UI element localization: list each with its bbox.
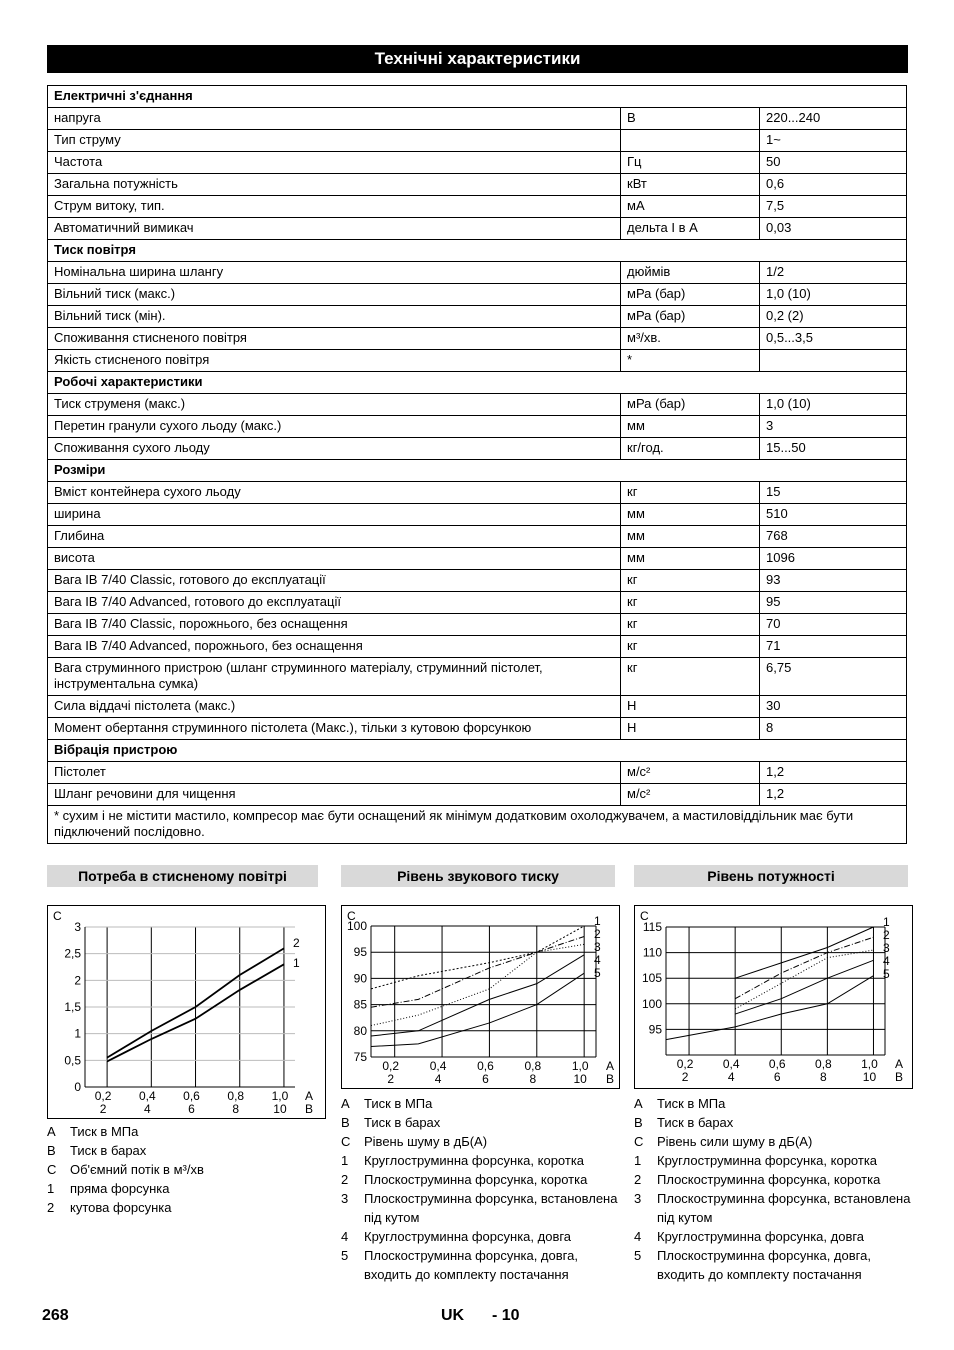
legend-key: 2: [634, 1172, 642, 1187]
y-tick-label: 1: [74, 1026, 81, 1041]
table-cell: 1,2: [760, 784, 907, 806]
x-tick-label-bar: 8: [820, 1070, 827, 1084]
series-line-2: [371, 936, 584, 1007]
table-cell: Тиск струменя (макс.): [48, 394, 621, 416]
table-row: [48, 658, 907, 696]
legend-item: [47, 1122, 327, 1141]
table-row: [48, 636, 907, 658]
table-cell: Автоматичний вимикач: [48, 218, 621, 240]
x-axis-letter-bar: B: [304, 1102, 314, 1116]
x-tick-label-mpa: 0,8: [815, 1057, 832, 1071]
table-row: [48, 306, 907, 328]
legend-key: 2: [341, 1172, 349, 1187]
table-row: [48, 350, 907, 372]
series-line-1: [371, 926, 584, 989]
table-cell: Вага IB 7/40 Classic, готового до експлуатації: [48, 570, 621, 592]
legend-key: C: [47, 1162, 57, 1177]
panel-header-air-consumption: Потреба в стисненому повітрі: [47, 865, 318, 887]
legend-text: Тиск в барах: [657, 1115, 734, 1130]
legend-text: Тиск в барах: [364, 1115, 441, 1130]
legend-key: C: [341, 1134, 351, 1149]
legend-item: [634, 1113, 914, 1132]
series-label: 4: [594, 953, 601, 967]
table-cell: Глибина: [48, 526, 621, 548]
table-row: [48, 614, 907, 636]
table-cell: В: [621, 108, 760, 130]
table-row: [48, 784, 907, 806]
legend-item: [341, 1094, 621, 1113]
legend-text: Круглоструминна форсунка, коротка: [364, 1153, 585, 1168]
legend-item: [47, 1160, 327, 1179]
x-tick-label-bar: 8: [529, 1072, 537, 1086]
legend-item: [47, 1141, 327, 1160]
table-cell: Електричні з'єднання: [48, 86, 907, 108]
table-cell: [760, 350, 907, 372]
legend-sound-power: [634, 1094, 914, 1284]
spec-table: [47, 85, 907, 844]
table-cell: Вміст контейнера сухого льоду: [48, 482, 621, 504]
table-cell: 768: [760, 526, 907, 548]
table-cell: [621, 130, 760, 152]
legend-item: [341, 1170, 621, 1189]
series-label: 4: [883, 954, 890, 968]
x-tick-label-mpa: 0,4: [722, 1057, 740, 1071]
legend-key: 5: [341, 1248, 349, 1263]
language-code: UK: [441, 1307, 465, 1324]
y-tick-label: 75: [353, 1050, 367, 1064]
legend-text: Рівень шуму в дБ(A): [364, 1134, 488, 1149]
x-tick-label-mpa: 0,8: [524, 1059, 542, 1073]
table-row: [48, 526, 907, 548]
page-number: 268: [42, 1307, 69, 1324]
table-row: [48, 196, 907, 218]
table-row: [48, 174, 907, 196]
x-tick-label-mpa: 0,4: [138, 1089, 156, 1103]
chart-sound-power: [634, 905, 914, 1090]
table-row: [48, 108, 907, 130]
table-row: [48, 762, 907, 784]
series-line-3: [735, 950, 873, 1009]
y-tick-label: 90: [353, 971, 367, 986]
table-cell: дельта I в A: [621, 218, 760, 240]
table-row: [48, 130, 907, 152]
x-tick-label-bar: 10: [862, 1070, 877, 1084]
y-tick-label: 110: [642, 945, 662, 960]
table-cell: Вільний тиск (мін).: [48, 306, 621, 328]
table-cell: Струм витоку, тип.: [48, 196, 621, 218]
table-cell: 71: [760, 636, 907, 658]
table-cell: мм: [621, 548, 760, 570]
table-row: [48, 592, 907, 614]
table-cell: мА: [621, 196, 760, 218]
table-row: [48, 284, 907, 306]
legend-text: Плоскоструминна форсунка, коротка: [657, 1172, 881, 1187]
table-cell: 95: [760, 592, 907, 614]
legend-key: A: [341, 1096, 350, 1111]
table-cell: кг: [621, 570, 760, 592]
table-cell: Тип струму: [48, 130, 621, 152]
y-tick-label: 0: [74, 1080, 81, 1094]
legend-key: 4: [341, 1229, 349, 1244]
x-tick-label-mpa: 0,2: [382, 1059, 400, 1073]
table-cell: мм: [621, 504, 760, 526]
table-cell: кг: [621, 482, 760, 504]
x-tick-label-bar: 8: [232, 1102, 240, 1116]
series-line-4: [371, 955, 584, 1036]
x-tick-label-mpa: 0,6: [477, 1059, 494, 1073]
table-cell: 0,6: [760, 174, 907, 196]
legend-item: [341, 1246, 621, 1284]
table-cell: Вібрація пристрою: [48, 740, 907, 762]
legend-item: [341, 1132, 621, 1151]
x-tick-label-bar: 6: [188, 1102, 195, 1116]
table-cell: Робочі характеристики: [48, 372, 907, 394]
chart-air-consumption: [47, 905, 327, 1120]
table-cell: 1,2: [760, 762, 907, 784]
x-tick-label-mpa: 0,4: [429, 1059, 447, 1073]
table-cell: Гц: [621, 152, 760, 174]
y-tick-label: 80: [353, 1023, 367, 1038]
table-row: [48, 548, 907, 570]
table-row: [48, 504, 907, 526]
x-tick-label-bar: 6: [482, 1072, 489, 1086]
legend-item: [47, 1198, 327, 1217]
table-cell: Вага IB 7/40 Classic, порожнього, без оснащення: [48, 614, 621, 636]
chart-sound-pressure: [341, 905, 621, 1090]
table-row: [48, 570, 907, 592]
table-cell: 6,75: [760, 658, 907, 696]
table-cell: Вага струминного пристрою (шланг струминного матеріалу, струминний пістолет, інструментальна сумка): [48, 658, 621, 696]
legend-text: Тиск в барах: [70, 1143, 147, 1158]
legend-text: Тиск в МПа: [364, 1096, 433, 1111]
table-cell: Н: [621, 696, 760, 718]
x-tick-label-bar: 4: [434, 1072, 442, 1086]
table-cell: кг/год.: [621, 438, 760, 460]
table-cell: Н: [621, 718, 760, 740]
sub-page-number: - 10: [492, 1307, 520, 1324]
legend-text: Круглоструминна форсунка, коротка: [657, 1153, 878, 1168]
table-cell: 1,0 (10): [760, 284, 907, 306]
table-cell: Перетин гранули сухого льоду (макс.): [48, 416, 621, 438]
legend-key: A: [634, 1096, 643, 1111]
table-cell: Вага IB 7/40 Advanced, готового до експлуатації: [48, 592, 621, 614]
x-tick-label-mpa: 1,0: [271, 1089, 289, 1103]
x-tick-label-mpa: 0,6: [183, 1089, 200, 1103]
y-axis-letter: C: [640, 909, 649, 923]
table-cell: 3: [760, 416, 907, 438]
legend-item: [47, 1179, 327, 1198]
table-cell: Вільний тиск (макс.): [48, 284, 621, 306]
legend-sound-pressure: [341, 1094, 621, 1284]
y-tick-label: 0,5: [64, 1053, 81, 1068]
legend-item: [634, 1170, 914, 1189]
legend-item: [634, 1094, 914, 1113]
table-cell: Номінальна ширина шлангу: [48, 262, 621, 284]
table-cell: м³/хв.: [621, 328, 760, 350]
table-cell: * сухим і не містити мастило, компресор має бути оснащений як мінімум додатковим охолоджувачем, а мастиловіддільник має бути підключений послідовно.: [48, 806, 907, 844]
table-cell: Загальна потужність: [48, 174, 621, 196]
series-label: 3: [594, 940, 601, 954]
x-tick-label-bar: 4: [143, 1102, 151, 1116]
table-cell: Пістолет: [48, 762, 621, 784]
table-cell: 0,5...3,5: [760, 328, 907, 350]
x-tick-label-bar: 10: [273, 1102, 287, 1116]
legend-key: A: [47, 1124, 56, 1139]
table-cell: мм: [621, 526, 760, 548]
table-cell: 1~: [760, 130, 907, 152]
y-tick-label: 95: [648, 1022, 662, 1037]
x-tick-label-bar: 10: [573, 1072, 587, 1086]
series-label: 2: [293, 936, 300, 950]
table-cell: Розміри: [48, 460, 907, 482]
y-tick-label: 1,5: [64, 1000, 81, 1014]
legend-key: 1: [634, 1153, 642, 1168]
table-cell: Частота: [48, 152, 621, 174]
table-cell: кг: [621, 614, 760, 636]
table-cell: кг: [621, 658, 760, 696]
table-row: [48, 262, 907, 284]
x-tick-label-bar: 2: [681, 1070, 689, 1084]
section-row: [48, 372, 907, 394]
table-cell: Тиск повітря: [48, 240, 907, 262]
legend-key: C: [634, 1134, 644, 1149]
y-tick-label: 2,5: [64, 946, 81, 961]
table-cell: *: [621, 350, 760, 372]
table-cell: Шланг речовини для чищення: [48, 784, 621, 806]
table-cell: кг: [621, 592, 760, 614]
table-cell: м/с²: [621, 784, 760, 806]
legend-item: [634, 1227, 914, 1246]
x-tick-label-mpa: 0,2: [676, 1057, 694, 1071]
legend-text: Плоскоструминна форсунка, довга, входить до комплекту постачання: [657, 1248, 871, 1282]
legend-item: [634, 1189, 914, 1227]
legend-key: 1: [341, 1153, 349, 1168]
legend-text: Плоскоструминна форсунка, коротка: [364, 1172, 588, 1187]
table-cell: 0,03: [760, 218, 907, 240]
legend-key: 2: [47, 1200, 55, 1215]
x-tick-label-mpa: 0,8: [227, 1089, 245, 1103]
series-line-5: [371, 973, 584, 1046]
table-cell: 0,2 (2): [760, 306, 907, 328]
legend-text: Круглоструминна форсунка, довга: [364, 1229, 572, 1244]
table-cell: мм: [621, 416, 760, 438]
series-label: 2: [594, 927, 601, 941]
table-cell: дюймів: [621, 262, 760, 284]
x-axis-letter-mpa: A: [894, 1057, 904, 1071]
legend-text: Рівень сили шуму в дБ(A): [657, 1134, 813, 1149]
table-cell: 50: [760, 152, 907, 174]
table-cell: 15...50: [760, 438, 907, 460]
y-tick-label: 105: [641, 971, 662, 986]
y-tick-label: 85: [353, 997, 367, 1012]
series-label: 1: [883, 915, 890, 929]
x-tick-label-bar: 6: [773, 1070, 781, 1084]
table-row: [48, 416, 907, 438]
legend-text: Плоскоструминна форсунка, довга, входить до комплекту постачання: [364, 1248, 578, 1282]
x-tick-label-bar: 4: [727, 1070, 735, 1084]
table-cell: кВт: [621, 174, 760, 196]
section-row: [48, 460, 907, 482]
x-tick-label-bar: 2: [387, 1072, 395, 1086]
table-row: [48, 718, 907, 740]
table-cell: 1096: [760, 548, 907, 570]
series-label: 1: [293, 956, 300, 970]
legend-key: B: [341, 1115, 350, 1130]
series-line-3: [371, 944, 584, 1025]
y-tick-label: 2: [74, 973, 81, 988]
table-cell: 7,5: [760, 196, 907, 218]
series-label: 3: [883, 941, 890, 955]
legend-key: B: [47, 1143, 56, 1158]
x-tick-label-mpa: 1,0: [861, 1057, 878, 1071]
x-axis-letter-mpa: A: [605, 1059, 615, 1073]
table-row: [48, 394, 907, 416]
table-cell: мРа (бар): [621, 394, 760, 416]
table-row: [48, 152, 907, 174]
y-axis-letter: C: [53, 909, 62, 923]
y-axis-letter: C: [347, 909, 356, 923]
x-axis-letter-mpa: A: [304, 1089, 314, 1103]
legend-text: Об'ємний потік в м³/хв: [70, 1162, 204, 1177]
table-cell: 1,0 (10): [760, 394, 907, 416]
legend-item: [341, 1151, 621, 1170]
y-tick-label: 95: [353, 945, 367, 960]
y-tick-label: 115: [642, 920, 662, 934]
legend-key: 1: [47, 1181, 55, 1196]
x-tick-label-bar: 2: [99, 1102, 107, 1116]
table-cell: 15: [760, 482, 907, 504]
legend-item: [341, 1113, 621, 1132]
table-cell: Споживання стисненого повітря: [48, 328, 621, 350]
series-label: 5: [594, 966, 601, 980]
legend-item: [634, 1246, 914, 1284]
legend-text: Плоскоструминна форсунка, встановлена під кутом: [657, 1191, 911, 1225]
table-cell: Якість стисненого повітря: [48, 350, 621, 372]
legend-text: Тиск в МПа: [657, 1096, 726, 1111]
table-cell: Момент обертання струминного пістолета (Макс.), тільки з кутовою форсункою: [48, 718, 621, 740]
legend-item: [634, 1151, 914, 1170]
section-row: [48, 240, 907, 262]
table-cell: 510: [760, 504, 907, 526]
legend-key: B: [634, 1115, 643, 1130]
legend-text: Тиск в МПа: [70, 1124, 139, 1139]
series-label: 5: [883, 967, 890, 981]
legend-text: пряма форсунка: [70, 1181, 170, 1196]
table-cell: Споживання сухого льоду: [48, 438, 621, 460]
table-cell: мРа (бар): [621, 306, 760, 328]
page-title: Технічні характеристики: [47, 45, 908, 73]
table-row: [48, 438, 907, 460]
legend-key: 5: [634, 1248, 642, 1263]
legend-text: Круглоструминна форсунка, довга: [657, 1229, 865, 1244]
legend-text: Плоскоструминна форсунка, встановлена під кутом: [364, 1191, 618, 1225]
legend-key: 4: [634, 1229, 642, 1244]
table-cell: ширина: [48, 504, 621, 526]
x-tick-label-mpa: 0,2: [94, 1089, 112, 1103]
legend-text: кутова форсунка: [70, 1200, 172, 1215]
table-cell: 93: [760, 570, 907, 592]
x-axis-letter-bar: B: [894, 1070, 904, 1084]
y-tick-label: 3: [74, 920, 81, 934]
series-label: 1: [594, 914, 601, 928]
legend-item: [341, 1227, 621, 1246]
legend-item: [341, 1189, 621, 1227]
table-row: [48, 696, 907, 718]
x-tick-label-mpa: 1,0: [571, 1059, 589, 1073]
legend-key: 3: [634, 1191, 642, 1206]
table-row: [48, 328, 907, 350]
series-label: 2: [883, 928, 890, 942]
panel-header-sound-pressure: Рівень звукового тиску: [341, 865, 615, 887]
table-cell: 70: [760, 614, 907, 636]
section-row: [48, 740, 907, 762]
series-line-5: [666, 976, 873, 1040]
x-axis-letter-bar: B: [605, 1072, 615, 1086]
table-cell: мРа (бар): [621, 284, 760, 306]
y-tick-label: 100: [346, 919, 367, 933]
table-cell: 30: [760, 696, 907, 718]
x-tick-label-mpa: 0,6: [768, 1057, 786, 1071]
table-cell: напруга: [48, 108, 621, 130]
table-cell: кг: [621, 636, 760, 658]
section-row: [48, 86, 907, 108]
panel-header-sound-power: Рівень потужності: [634, 865, 908, 887]
table-cell: висота: [48, 548, 621, 570]
table-cell: 8: [760, 718, 907, 740]
table-row: [48, 482, 907, 504]
table-cell: 220...240: [760, 108, 907, 130]
table-row: [48, 218, 907, 240]
legend-item: [634, 1132, 914, 1151]
table-cell: м/с²: [621, 762, 760, 784]
note-row: [48, 806, 907, 844]
table-cell: Сила віддачі пістолета (макс.): [48, 696, 621, 718]
legend-air-consumption: [47, 1122, 327, 1217]
legend-key: 3: [341, 1191, 349, 1206]
table-cell: Вага IB 7/40 Advanced, порожнього, без оснащення: [48, 636, 621, 658]
y-tick-label: 100: [641, 996, 662, 1011]
table-cell: 1/2: [760, 262, 907, 284]
